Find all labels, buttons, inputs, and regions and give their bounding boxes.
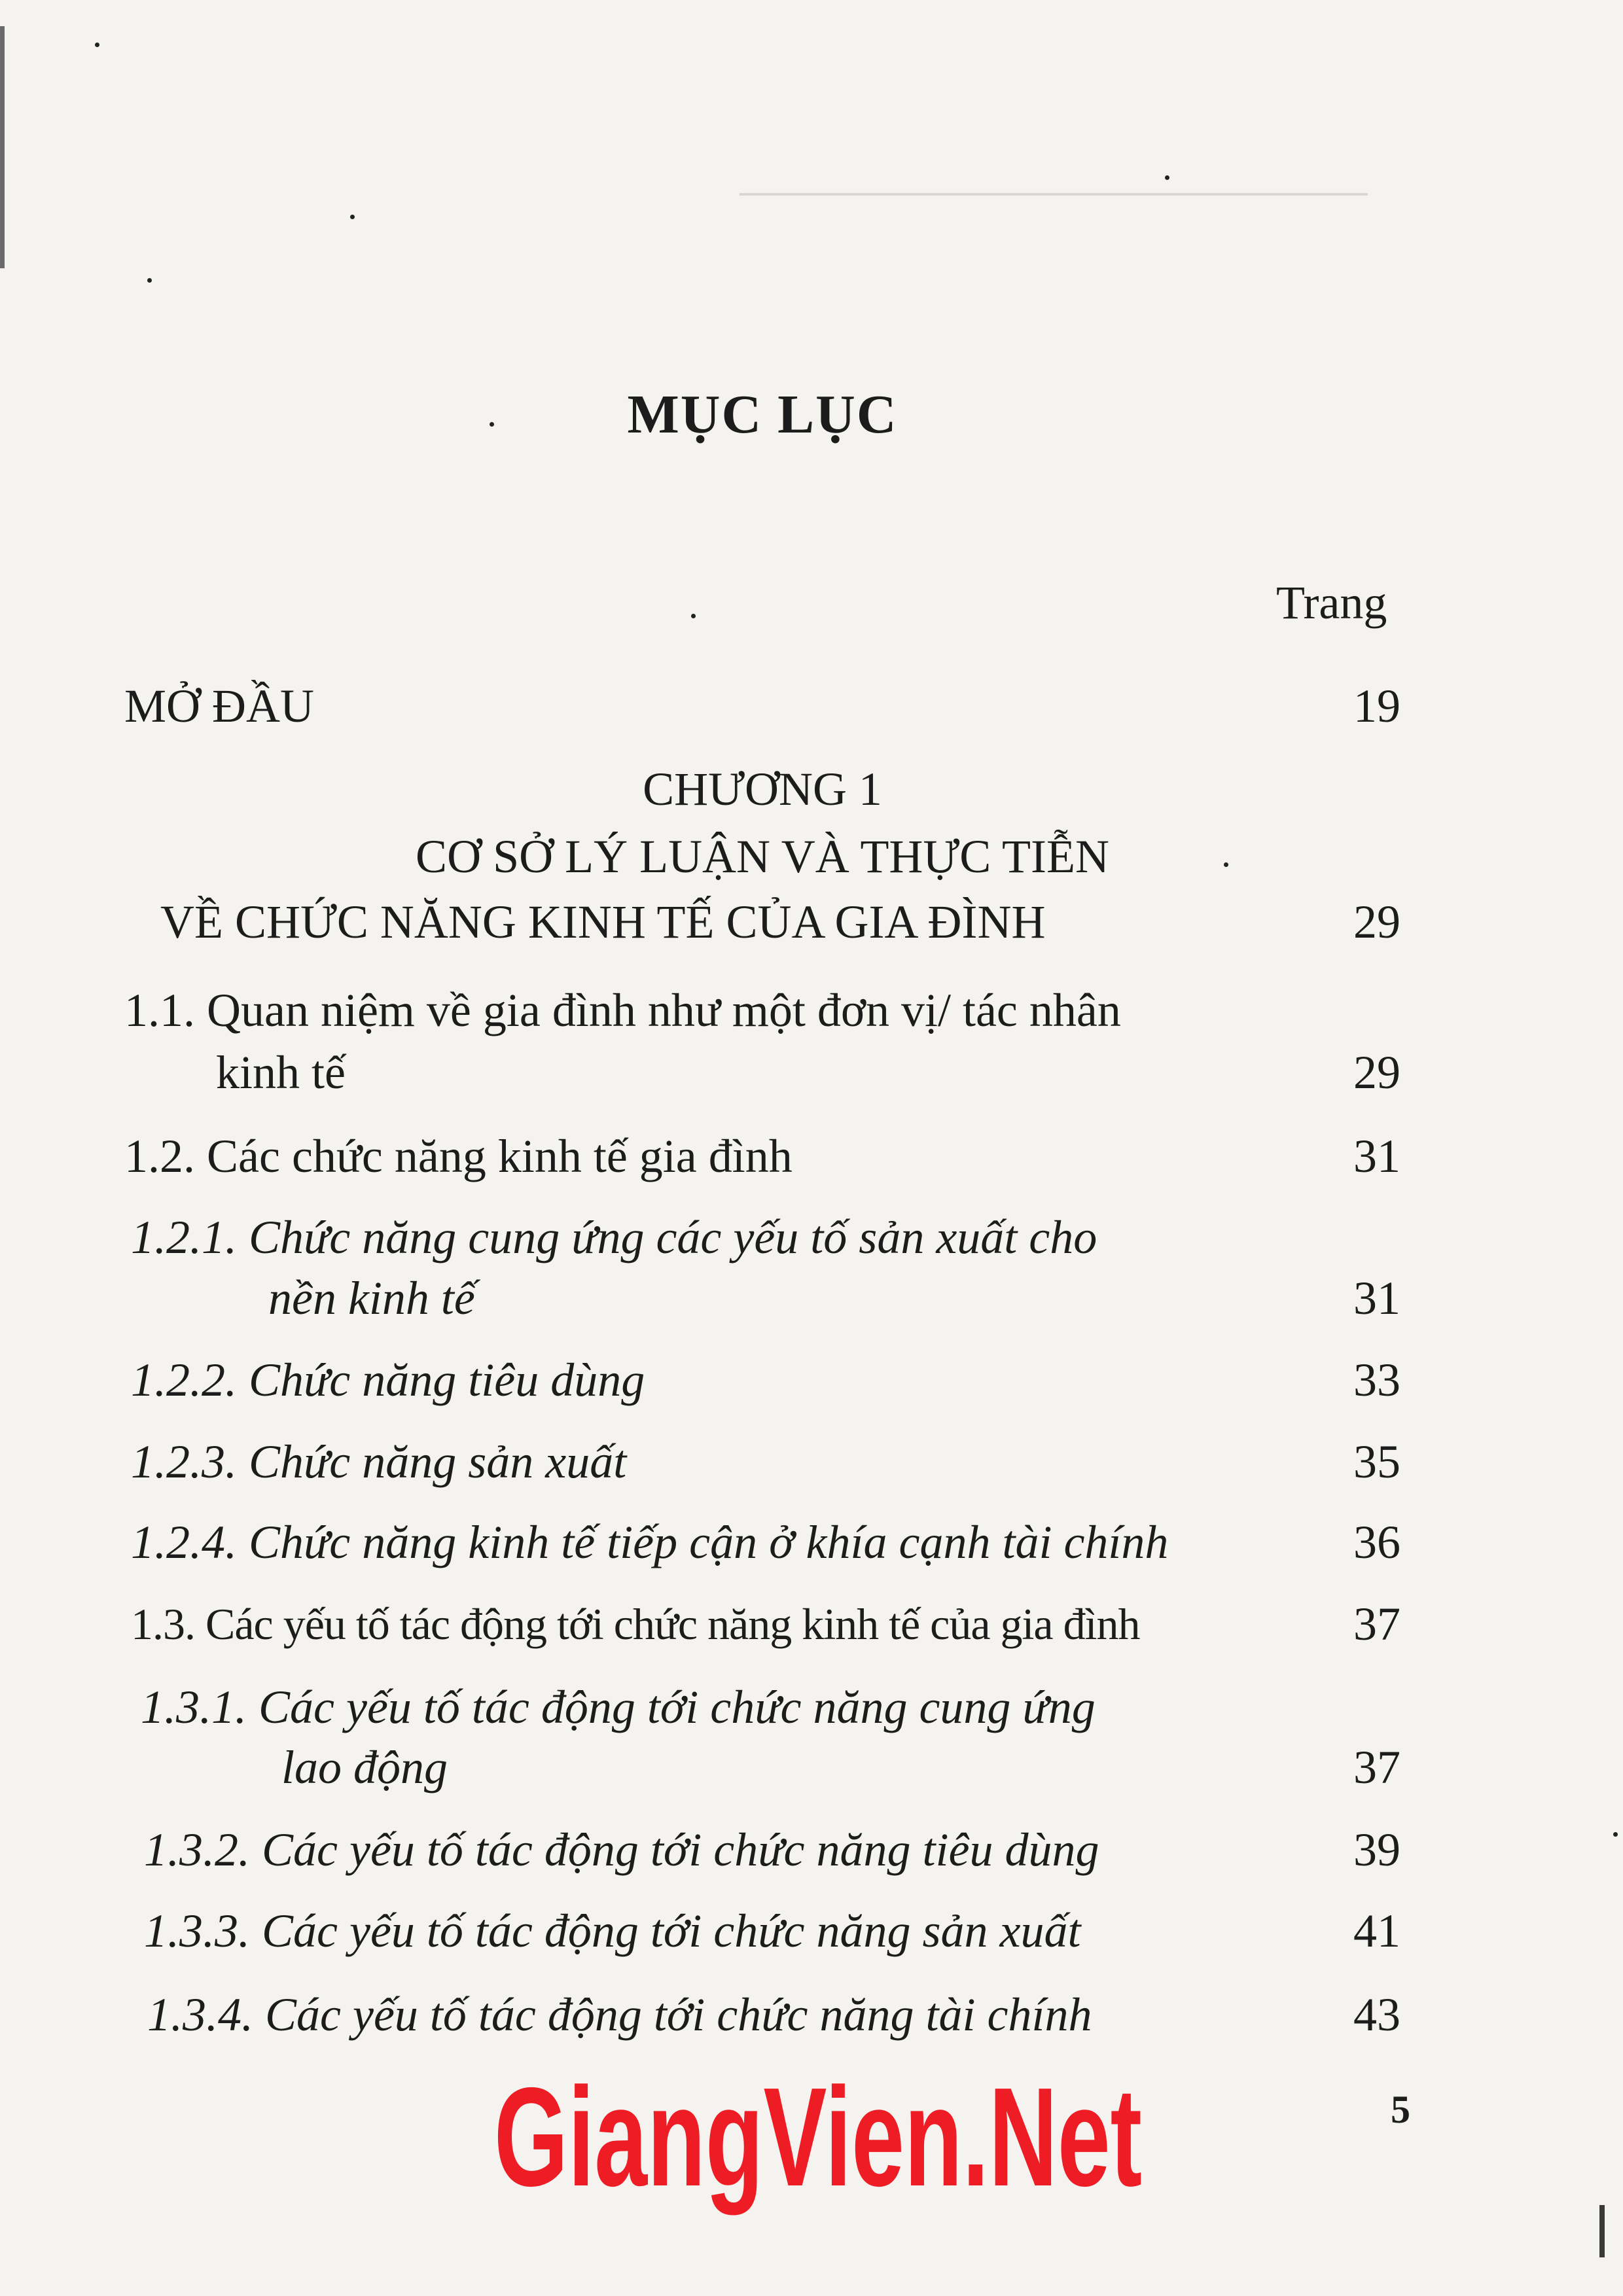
- toc-entry-page: 36: [1353, 1516, 1400, 1568]
- page-title: MỤC LỤC: [627, 384, 898, 445]
- toc-entry-page: 19: [1353, 680, 1400, 732]
- toc-entry-page: 35: [1353, 1436, 1400, 1488]
- chapter-title-line-2: VỀ CHỨC NĂNG KINH TẾ CỦA GIA ĐÌNH: [160, 896, 1046, 948]
- toc-entry-page: 33: [1353, 1354, 1400, 1406]
- toc-entry-1-3-1-cont: lao động: [281, 1741, 448, 1793]
- toc-entry-1-3-4: 1.3.4. Các yếu tố tác động tới chức năng tài chính: [147, 1988, 1092, 2041]
- toc-entry-1-3-2: 1.3.2. Các yếu tố tác động tới chức năng tiêu dùng: [144, 1824, 1099, 1876]
- toc-entry-1-3-1: 1.3.1. Các yếu tố tác động tới chức năng cung ứng: [141, 1681, 1096, 1733]
- chapter-page: 29: [1353, 896, 1400, 948]
- toc-entry-page: 37: [1353, 1598, 1400, 1650]
- watermark-text: GiangVien.Net: [494, 2058, 1142, 2216]
- scan-speck: [691, 614, 696, 618]
- chapter-title-line-1: CƠ SỞ LÝ LUẬN VÀ THỰC TIỄN: [416, 830, 1109, 883]
- toc-entry-1-2-4: 1.2.4. Chức năng kinh tế tiếp cận ở khía cạnh tài chính: [131, 1516, 1169, 1568]
- toc-entry-page: 37: [1353, 1741, 1400, 1793]
- show-through-line: [740, 193, 1368, 196]
- scan-speck: [1165, 175, 1169, 180]
- toc-entry-page: 31: [1353, 1130, 1400, 1182]
- toc-entry-page: 31: [1353, 1272, 1400, 1324]
- toc-entry-page: 29: [1353, 1046, 1400, 1099]
- toc-entry-1-1-cont: kinh tế: [216, 1046, 346, 1099]
- toc-entry-1-2: 1.2. Các chức năng kinh tế gia đình: [124, 1130, 793, 1182]
- scan-speck: [95, 43, 99, 47]
- watermark-logo: [484, 2055, 1152, 2225]
- chapter-number: CHƯƠNG 1: [643, 763, 882, 815]
- scan-speck: [1613, 1832, 1618, 1837]
- toc-entry-1-2-2: 1.2.2. Chức năng tiêu dùng: [131, 1354, 645, 1406]
- toc-entry-1-1: 1.1. Quan niệm về gia đình như một đơn vị/ tác nhân: [124, 984, 1121, 1036]
- scan-edge-left: [0, 26, 5, 268]
- scan-edge-right: [1599, 2205, 1605, 2257]
- toc-entry-1-3-3: 1.3.3. Các yếu tố tác động tới chức năng sản xuất: [144, 1905, 1081, 1957]
- toc-entry-1-2-3: 1.2.3. Chức năng sản xuất: [131, 1436, 627, 1488]
- toc-entry-page: 39: [1353, 1824, 1400, 1876]
- scan-speck: [147, 278, 152, 283]
- toc-entry-1-2-1: 1.2.1. Chức năng cung ứng các yếu tố sản xuất cho: [131, 1211, 1097, 1263]
- toc-entry-page: 41: [1353, 1905, 1400, 1957]
- toc-entry-intro: [124, 674, 314, 738]
- toc-entry-page: 43: [1353, 1988, 1400, 2041]
- toc-entry-1-2-1-cont: nền kinh tế: [268, 1272, 475, 1324]
- scan-speck: [350, 215, 355, 219]
- page-column-header: Trang: [1276, 576, 1387, 629]
- toc-entry-1-3: 1.3. Các yếu tố tác động tới chức năng kinh tế của gia đình: [131, 1599, 1140, 1649]
- page-number: 5: [1391, 2088, 1410, 2131]
- toc-entry-label: MỞ ĐẦU: [124, 680, 315, 732]
